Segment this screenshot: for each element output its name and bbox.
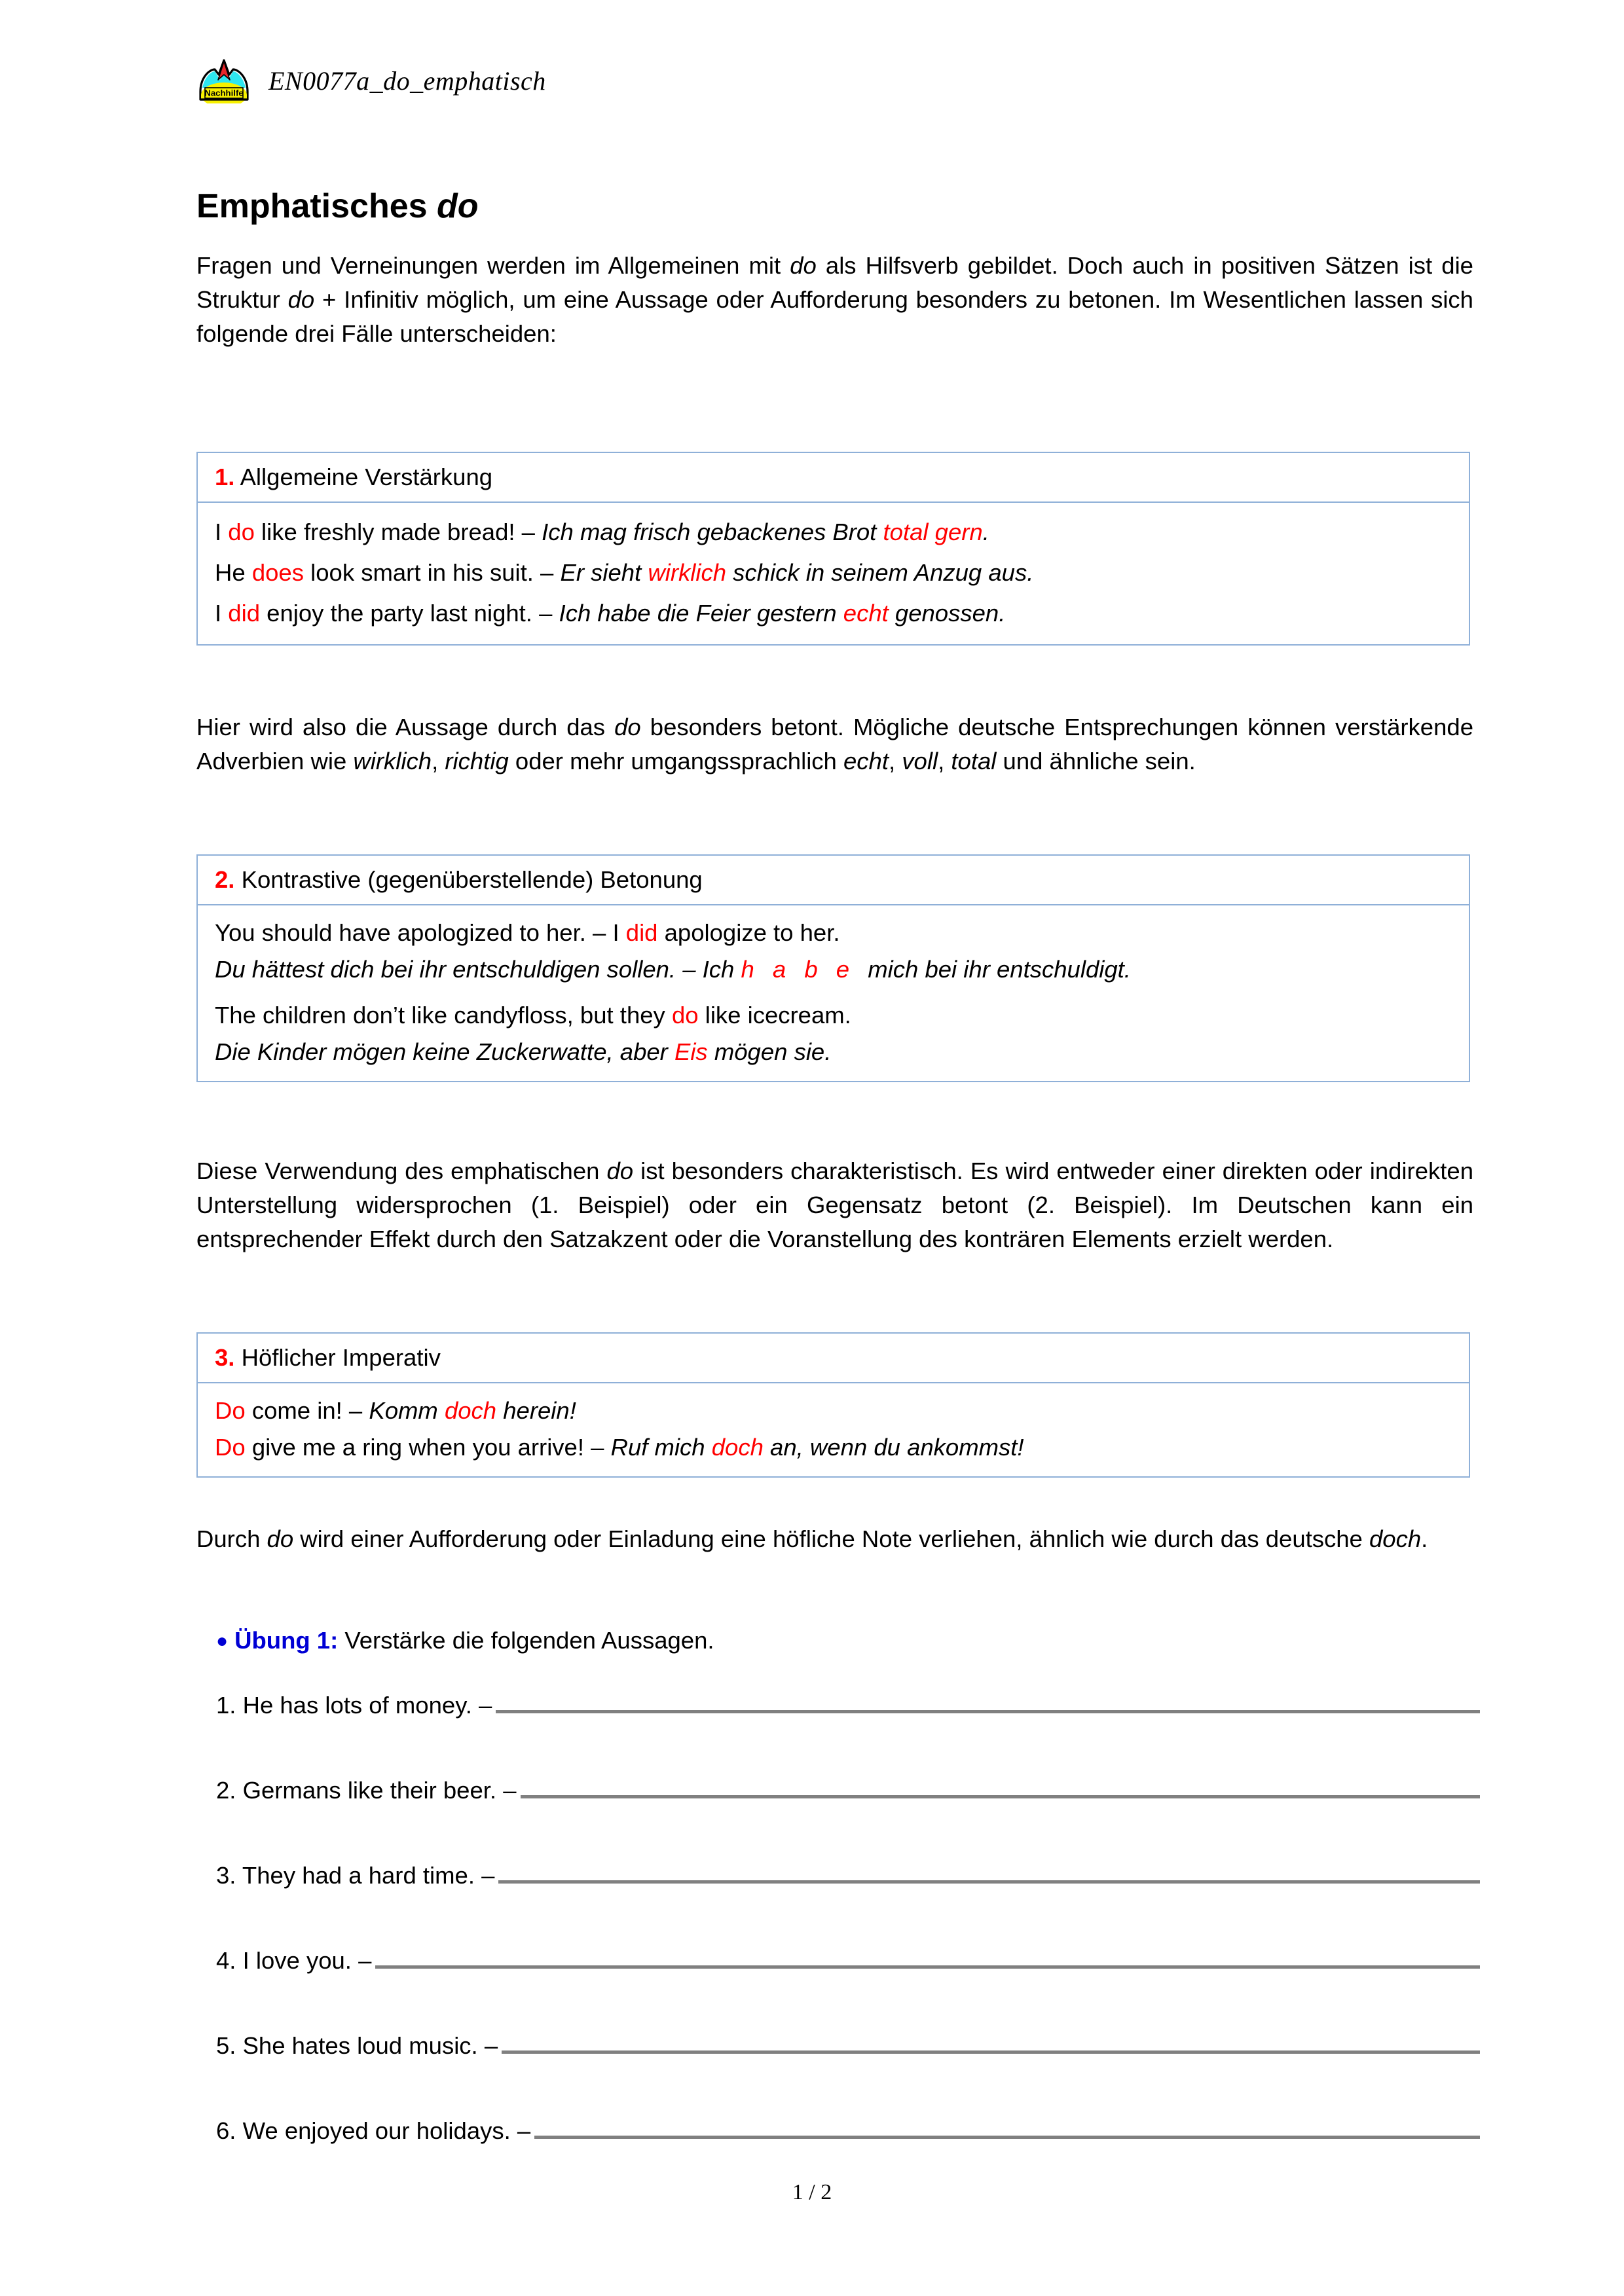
- example-box-1-heading: [198, 453, 1469, 503]
- exercise-item-2: [216, 1773, 1480, 1808]
- nachhilfe-logo-icon: [196, 58, 251, 103]
- emphasis-word: total gern: [883, 519, 983, 545]
- example-box-2-title: Kontrastive (gegenüberstellende) Betonung: [234, 866, 703, 893]
- explanation-paragraph-3: Durch do wird einer Aufforderung oder Einladung eine höfliche Note verliehen, ähnlich wie durch das deutsche doch.: [196, 1525, 1428, 1552]
- exercise-question: 6. We enjoyed our holidays. –: [216, 2117, 531, 2144]
- emphasis-word: does: [251, 559, 304, 586]
- exercise-item-3: [216, 1858, 1480, 1893]
- intro-text-3: + Infinitiv möglich, um eine Aussage oder Aufforderung besonders zu betonen. Im Wesentlichen lassen sich folgende drei Fälle unterscheiden:: [196, 286, 1473, 347]
- example-box-1-title: Allgemeine Verstärkung: [234, 464, 493, 490]
- intro-text-1: Fragen und Verneinungen werden im Allgemeinen mit: [196, 252, 790, 279]
- exercise-item-5: [216, 2028, 1480, 2063]
- exercise-question: 1. He has lots of money. –: [216, 1692, 492, 1719]
- bullet-icon: ●: [216, 1630, 229, 1652]
- answer-blank-5[interactable]: [502, 2028, 1480, 2054]
- intro-italic-do-1: do: [790, 252, 817, 279]
- example-sentence-translation: Du hättest dich bei ihr entschuldigen sollen. – Ich h a b e mich bei ihr entschuldigt.: [215, 956, 1131, 983]
- page-number: 1 / 2: [792, 2180, 832, 2204]
- exercise-question: 4. I love you. –: [216, 1947, 372, 1974]
- example-box-3-number: 3.: [215, 1344, 235, 1371]
- example-sentence: Do give me a ring when you arrive! – Ruf mich doch an, wenn du ankommst!: [215, 1434, 1024, 1461]
- example-box-2-number: 2.: [215, 866, 235, 893]
- emphasis-word: do: [228, 519, 255, 545]
- emphasis-word: Eis: [674, 1038, 708, 1065]
- emphasis-word: do: [671, 1002, 699, 1029]
- page-title-italic: do: [437, 187, 479, 225]
- emphasis-word: did: [625, 919, 658, 946]
- answer-blank-1[interactable]: [496, 1688, 1480, 1713]
- example-box-3-title: Höflicher Imperativ: [234, 1344, 441, 1371]
- intro-italic-do-2: do: [287, 286, 315, 313]
- emphasis-word: doch: [711, 1434, 764, 1461]
- explanation-paragraph-2: Diese Verwendung des emphatischen do ist besonders charakteristisch. Es wird entweder einer direkten oder indirekten Unterstellung widersprochen (1. Beispiel) oder ein Gegensatz betont (2. Beispiel). Im Deutschen kann ein entsprechender Effekt durch den Satzakzent oder die Voranstellung des konträren Elements erzielt werden.: [196, 1157, 1473, 1252]
- answer-blank-3[interactable]: [498, 1858, 1480, 1884]
- emphasis-word: Do: [215, 1397, 246, 1424]
- example-box-1: [196, 452, 1470, 646]
- emphasis-word: Do: [215, 1434, 246, 1461]
- intro-text-2: als Hilfsverb gebildet. Doch auch in positiven Sätzen ist die Struktur: [196, 252, 1473, 313]
- example-box-3-body: [198, 1383, 1469, 1476]
- document-header: [196, 58, 546, 103]
- example-sentence: I did enjoy the party last night. – Ich habe die Feier gestern echt genossen.: [215, 600, 1006, 627]
- answer-blank-2[interactable]: [521, 1773, 1481, 1798]
- example-sentence: He does look smart in his suit. – Er sieht wirklich schick in seinem Anzug aus.: [215, 559, 1034, 586]
- explanation-paragraph-1: Hier wird also die Aussage durch das do besonders betont. Mögliche deutsche Entsprechungen können verstärkende Adverbien wie wirklich, richtig oder mehr umgangssprachlich echt, voll, total und ähnliche sein.: [196, 714, 1473, 774]
- example-box-2-heading: [198, 856, 1469, 905]
- answer-blank-4[interactable]: [375, 1943, 1480, 1969]
- svg-text:Nachhilfe: Nachhilfe: [204, 88, 244, 98]
- example-sentence: The children don’t like candyfloss, but they do like icecream.: [215, 1002, 851, 1029]
- exercise-heading: [216, 1624, 714, 1658]
- exercise-item-1: [216, 1688, 1480, 1722]
- example-box-1-body: [198, 503, 1469, 644]
- exercise-instruction: Verstärke die folgenden Aussagen.: [338, 1627, 714, 1654]
- intro-paragraph: [196, 249, 1473, 351]
- page-title: [196, 187, 479, 226]
- emphasis-word: echt: [843, 600, 889, 627]
- example-sentence: Do come in! – Komm doch herein!: [215, 1397, 576, 1424]
- example-box-2: [196, 854, 1470, 1082]
- emphasis-word-spaced: h a b e: [741, 956, 868, 983]
- example-sentence: You should have apologized to her. – I did apologize to her.: [215, 919, 840, 946]
- answer-blank-6[interactable]: [534, 2113, 1480, 2139]
- example-sentence: I do like freshly made bread! – Ich mag frisch gebackenes Brot total gern.: [215, 519, 989, 545]
- example-box-2-body: [198, 905, 1469, 1081]
- example-box-1-number: 1.: [215, 464, 235, 490]
- exercise-question: 3. They had a hard time. –: [216, 1862, 495, 1889]
- exercise-question: 5. She hates loud music. –: [216, 2032, 498, 2059]
- exercise-item-6: [216, 2113, 1480, 2148]
- example-box-3: [196, 1332, 1470, 1478]
- page-footer: [0, 2180, 1624, 2205]
- emphasis-word: doch: [444, 1397, 497, 1424]
- example-sentence-translation: Die Kinder mögen keine Zuckerwatte, aber Eis mögen sie.: [215, 1038, 832, 1065]
- example-box-3-heading: [198, 1334, 1469, 1383]
- page-title-text: Emphatisches: [196, 187, 437, 225]
- exercise-label: Übung 1:: [234, 1627, 339, 1654]
- emphasis-word: did: [228, 600, 261, 627]
- exercise-question: 2. Germans like their beer. –: [216, 1777, 517, 1804]
- exercise-item-4: [216, 1943, 1480, 1978]
- emphasis-word: wirklich: [648, 559, 727, 586]
- document-id-label: EN0077a_do_emphatisch: [268, 65, 546, 96]
